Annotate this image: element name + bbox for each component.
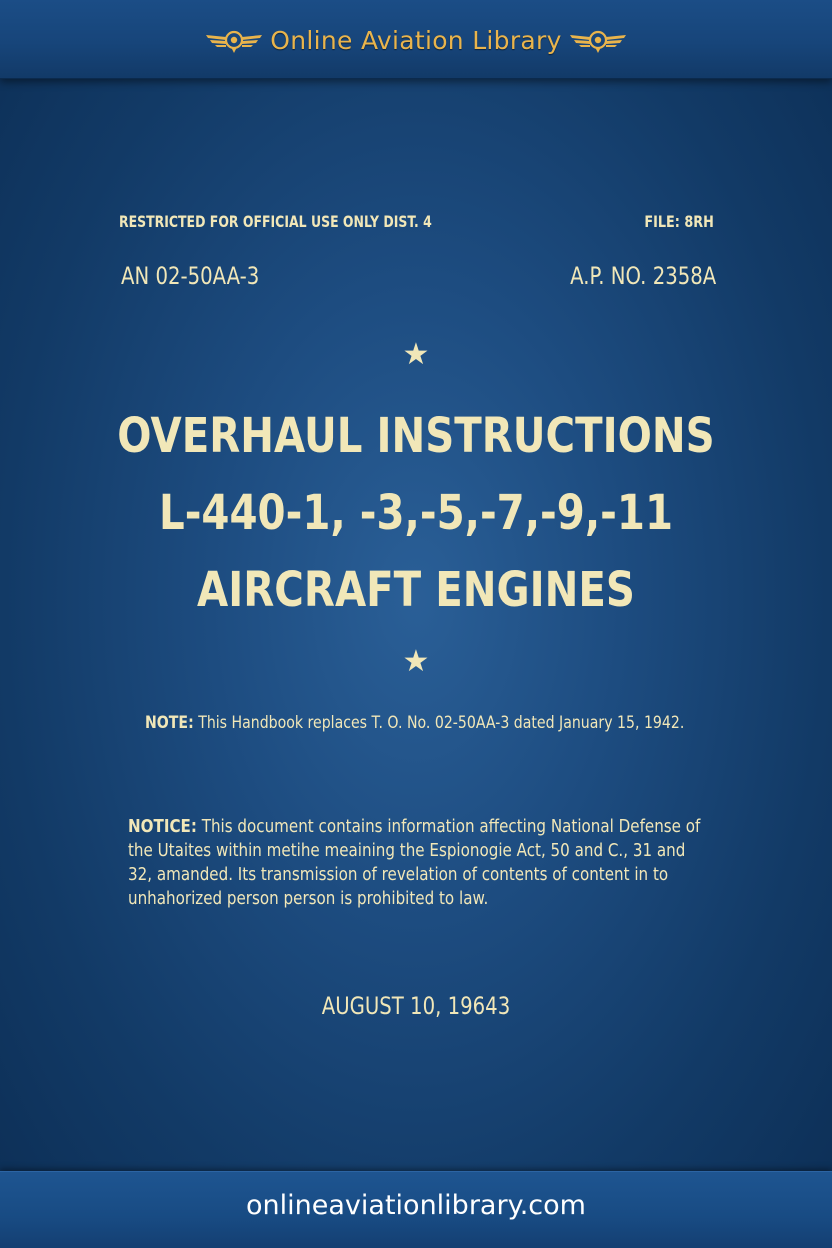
notice-line: 32, amanded. Its transmission of revelation of contents of content in to — [128, 864, 669, 885]
restricted-marking: RESTRICTED FOR OFFICIAL USE ONLY DIST. 4 — [119, 212, 432, 231]
site-header — [0, 0, 832, 79]
notice-label: NOTICE: — [128, 816, 197, 837]
star-icon: ★ — [402, 644, 430, 679]
star-icon: ★ — [402, 337, 430, 372]
site-title: Online Aviation Library — [270, 25, 562, 55]
note-paragraph — [145, 713, 684, 733]
wings-emblem-icon — [568, 26, 628, 54]
notice-paragraph — [128, 815, 708, 911]
title-line: OVERHAUL INSTRUCTIONS — [117, 408, 715, 464]
an-number: AN 02-50AA-3 — [121, 262, 260, 290]
header-brand[interactable] — [0, 20, 832, 60]
publication-date: AUGUST 10, 19643 — [321, 992, 511, 1020]
wings-emblem-icon — [204, 26, 264, 54]
ap-number: A.P. NO. 2358A — [569, 262, 716, 290]
notice-line: the Utaites within metihe meaining the Espionogie Act, 50 and C., 31 and — [128, 840, 686, 861]
title-line: L-440-1, -3,-5,-7,-9,-11 — [158, 485, 674, 541]
note-label: NOTE: — [145, 713, 194, 733]
notice-line — [128, 815, 708, 839]
notice-line: unhahorized person person is prohibited to law. — [128, 888, 489, 909]
notice-text: This document contains information affecting National Defense of — [196, 816, 701, 837]
site-url-link[interactable]: onlineaviationlibrary.com — [246, 1190, 586, 1221]
file-number: FILE: 8RH — [644, 212, 714, 231]
site-footer — [0, 1171, 832, 1248]
title-line: AIRCRAFT ENGINES — [197, 562, 635, 618]
note-text: This Handbook replaces T. O. No. 02-50AA-3 dated January 15, 1942. — [193, 713, 685, 733]
document-title — [0, 398, 832, 629]
